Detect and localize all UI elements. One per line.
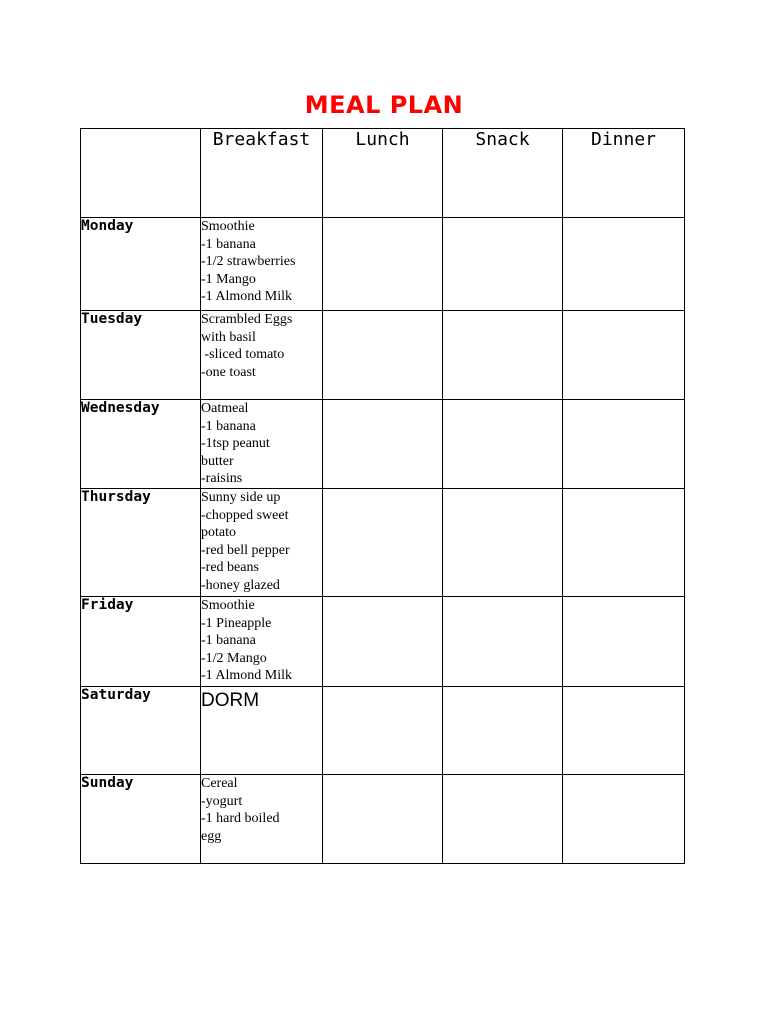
breakfast-cell xyxy=(201,775,323,864)
lunch-cell xyxy=(323,489,443,597)
header-lunch: Lunch xyxy=(323,129,443,218)
breakfast-cell xyxy=(201,400,323,489)
header-row xyxy=(81,129,685,218)
lunch-cell xyxy=(323,218,443,311)
day-label: Sunday xyxy=(81,775,201,864)
dinner-cell xyxy=(563,687,685,775)
meal-line: -red bell pepper xyxy=(201,542,290,558)
meal-line: Sunny side up xyxy=(201,490,281,505)
dinner-cell xyxy=(563,489,685,597)
day-label: Monday xyxy=(81,218,201,311)
header-dinner: Dinner xyxy=(563,129,685,218)
meal-plan-table xyxy=(80,128,685,864)
meal-line: with basil xyxy=(201,329,256,345)
table-row xyxy=(81,687,685,775)
dinner-cell xyxy=(563,311,685,400)
breakfast-cell xyxy=(201,489,323,597)
meal-line: -1 Pineapple xyxy=(201,615,272,631)
dinner-cell xyxy=(563,400,685,489)
lunch-cell xyxy=(323,775,443,864)
day-label: Friday xyxy=(81,597,201,687)
breakfast-cell xyxy=(201,597,323,687)
snack-cell xyxy=(443,311,563,400)
meal-line: -1 banana xyxy=(201,236,256,252)
meal-line: -1 banana xyxy=(201,418,256,434)
meal-line: -1 banana xyxy=(201,633,256,649)
day-label: Thursday xyxy=(81,489,201,597)
snack-cell xyxy=(443,775,563,864)
page-title: MEAL PLAN xyxy=(304,91,464,119)
meal-line: -one toast xyxy=(201,364,256,380)
meal-line: egg xyxy=(201,828,222,844)
meal-line: -1/2 strawberries xyxy=(201,254,296,270)
snack-cell xyxy=(443,400,563,489)
snack-cell xyxy=(443,597,563,687)
header-snack: Snack xyxy=(443,129,563,218)
dinner-cell xyxy=(563,218,685,311)
dinner-cell xyxy=(563,597,685,687)
snack-cell xyxy=(443,687,563,775)
meal-line: Smoothie xyxy=(201,598,255,613)
meal-line: -red beans xyxy=(201,560,259,576)
breakfast-cell xyxy=(201,218,323,311)
meal-line: potato xyxy=(201,525,236,541)
lunch-cell xyxy=(323,597,443,687)
lunch-cell xyxy=(323,311,443,400)
header-corner-cell xyxy=(81,129,201,218)
meal-line: -sliced tomato xyxy=(201,347,285,363)
table-row xyxy=(81,311,685,400)
lunch-cell xyxy=(323,687,443,775)
meal-line: -1/2 Mango xyxy=(201,650,267,666)
table-row xyxy=(81,489,685,597)
meal-line: -yogurt xyxy=(201,793,243,809)
meal-line: Cereal xyxy=(201,776,238,791)
table-row xyxy=(81,400,685,489)
meal-line: -chopped sweet xyxy=(201,507,289,523)
day-label: Tuesday xyxy=(81,311,201,400)
meal-line: -1 hard boiled xyxy=(201,811,280,827)
meal-line: Scrambled Eggs xyxy=(201,312,293,327)
breakfast-cell xyxy=(201,311,323,400)
table-row xyxy=(81,775,685,864)
meal-line: -honey glazed xyxy=(201,577,280,593)
meal-line: butter xyxy=(201,453,234,469)
meal-line: -1tsp peanut xyxy=(201,436,270,452)
meal-line: -1 Almond Milk xyxy=(201,668,293,684)
lunch-cell xyxy=(323,400,443,489)
day-label: Wednesday xyxy=(81,400,201,489)
meal-line: Oatmeal xyxy=(201,401,249,416)
snack-cell xyxy=(443,218,563,311)
meal-line: -1 Mango xyxy=(201,271,256,287)
meal-line: Smoothie xyxy=(201,219,255,234)
meal-line: -1 Almond Milk xyxy=(201,289,293,305)
snack-cell xyxy=(443,489,563,597)
dinner-cell xyxy=(563,775,685,864)
dorm-note: DORM xyxy=(201,690,260,711)
table-row xyxy=(81,597,685,687)
table-row xyxy=(81,218,685,311)
day-label: Saturday xyxy=(81,687,201,775)
meal-line: -raisins xyxy=(201,471,243,487)
header-breakfast: Breakfast xyxy=(201,129,323,218)
breakfast-cell xyxy=(201,687,323,775)
